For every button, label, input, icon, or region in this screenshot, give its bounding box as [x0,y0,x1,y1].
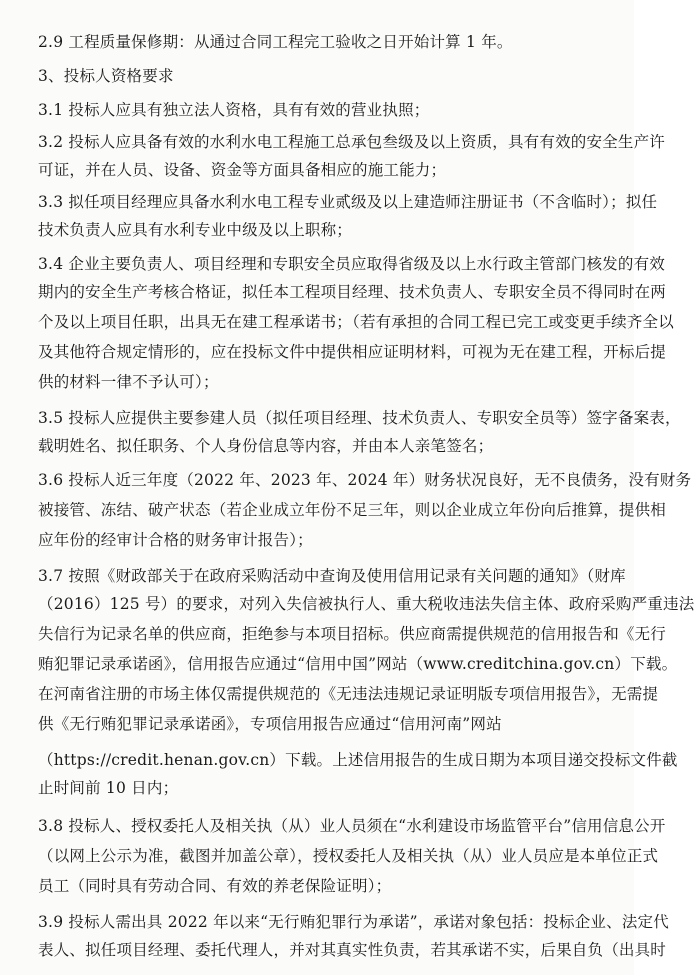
text-line-3-7-e: 在河南省注册的市场主体仅需提供规范的《无违法违规记录证明版专项信用报告》，无需提 [38,685,659,703]
text-line-3-4-d: 及其他符合规定情形的，应在投标文件中提供相应证明材料，可视为无在建工程，开标后提 [38,343,667,361]
text-line-3-5-b: 载明姓名、拟任职务、个人身份信息等内容，并由本人亲笔签名； [38,437,494,455]
text-line-3-6-c: 应年份的经审计合格的财务审计报告）； [38,531,313,549]
text-line-3-6-b: 被接管、冻结、破产状态（若企业成立年份不足三年，则以企业成立年份向后推算，提供相 [38,501,667,519]
text-line-3-5-a: 3.5 投标人应提供主要参建人员（拟任项目经理、技术负责人、专职安全员等）签字备案表， [38,409,681,427]
text-line-3-2-a: 3.2 投标人应具备有效的水利水电工程施工总承包叁级及以上资质，具有有效的安全生产许 [38,133,665,151]
text-line-3-7-d: 贿犯罪记录承诺函》，信用报告应通过“信用中国”网站（www.creditchina.gov.cn）下载。 [38,655,678,673]
text-line-3-7-a: 3.7 按照《财政部关于在政府采购活动中查询及使用信用记录有关问题的通知》（财库 [38,567,626,585]
text-line-3-4-c: 个及以上项目任职，出具无在建工程承诺书；（若有承担的合同工程已完工或变更手续齐全以 [38,313,674,331]
text-line-3-3-b: 技术负责人应具有水利专业中级及以上职称； [38,221,353,239]
text-line-3-9-b: 表人、拟任项目经理、委托代理人，并对其真实性负责，若其承诺不实，后果自负（出具时 [38,941,667,959]
text-line-3-7-c: 失信行为记录名单的供应商，拒绝参与本项目招标。供应商需提供规范的信用报告和《无行 [38,625,667,643]
text-line-3-2-b: 可证，并在人员、设备、资金等方面具备相应的施工能力； [38,161,447,179]
text-line-3-4-e: 供的材料一律不予认可）； [38,373,219,391]
text-line-3-6-a: 3.6 投标人近三年度（2022 年、2023 年、2024 年）财务状况良好，无不良债务，没有财务 [38,471,692,489]
text-line-3-7-h: 止时间前 10 日内； [38,779,179,797]
text-line-3-8-b: （以网上公示为准，截图并加盖公章），授权委托人及相关执（从）业人员应是本单位正式 [38,847,659,865]
text-line-3-9-a: 3.9 投标人需出具 2022 年以来“无行贿犯罪行为承诺”，承诺对象包括：投标企业、法定代 [38,913,669,931]
text-line-3-4-a: 3.4 企业主要负责人、项目经理和专职安全员应取得省级及以上水行政主管部门核发的有效 [38,255,665,273]
text-line-3-1: 3.1 投标人应具有独立法人资格，具有有效的营业执照； [38,101,430,119]
text-line-3-8-a: 3.8 投标人、授权委托人及相关执（从）业人员须在“水利建设市场监管平台”信用信息公开 [38,817,666,835]
text-line-3-7-f: 供《无行贿犯罪记录承诺函》，专项信用报告应通过“信用河南”网站 [38,715,502,733]
section-heading-3: 3、投标人资格要求 [38,67,174,85]
text-line-3-3-a: 3.3 拟任项目经理应具备水利水电工程专业贰级及以上建造师注册证书（不含临时）；拟任 [38,193,658,211]
text-line-3-8-c: 员工（同时具有劳动合同、有效的养老保险证明）； [38,877,392,895]
text-line-3-7-b: （2016）125 号）的要求，对列入失信被执行人、重大税收违法失信主体、政府采购严重违法 [38,595,694,613]
text-line-3-7-g: （https://credit.henan.gov.cn）下载。上述信用报告的生成日期为本项目递交投标文件截 [38,751,678,769]
text-line-3-4-b: 期内的安全生产考核合格证，拟任本工程项目经理、技术负责人、专职安全员不得同时在两 [38,283,667,301]
text-line-2-9: 2.9 工程质量保修期：从通过合同工程完工验收之日开始计算 1 年。 [38,33,513,51]
